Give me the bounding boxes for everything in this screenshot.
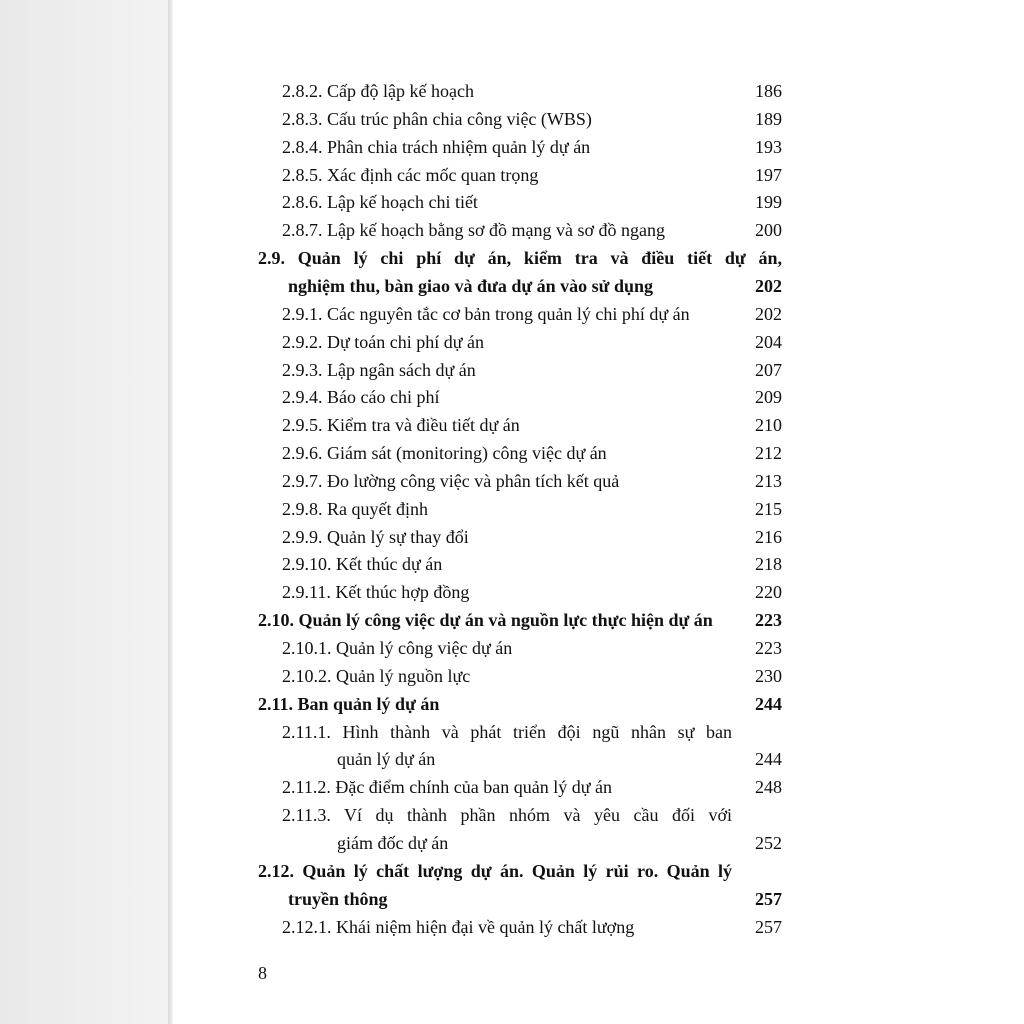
- toc-entry-page: 215: [755, 498, 782, 519]
- toc-entry-title: 2.11. Ban quản lý dự án: [258, 693, 440, 714]
- toc-entry-page: 223: [755, 638, 782, 658]
- toc-entry-title: truyền thông: [288, 888, 388, 909]
- toc-entry: [282, 634, 782, 662]
- page-number: 8: [258, 963, 267, 983]
- toc-entry: [288, 272, 782, 300]
- toc-entry-title: giám đốc dự án: [337, 832, 449, 853]
- toc-entry: [282, 550, 782, 578]
- toc-entry: [282, 383, 782, 411]
- toc-entry-title: 2.11.2. Đặc điểm chính của ban quản lý dự án: [282, 777, 612, 798]
- toc-entry-page: 257: [755, 916, 782, 937]
- toc-entry-title: 2.8.3. Cấu trúc phân chia công việc (WBS): [282, 108, 592, 129]
- toc-entry: [337, 745, 782, 773]
- toc-entry-page: 202: [755, 275, 782, 296]
- toc-entry: [337, 829, 782, 857]
- toc-entry-page: 186: [755, 81, 782, 101]
- toc-entry-page: 244: [755, 749, 782, 770]
- toc-entry: [258, 606, 782, 634]
- toc-entry-title: 2.9.6. Giám sát (monitoring) công việc dự án: [282, 443, 607, 464]
- toc-entry-page: 252: [755, 832, 782, 853]
- toc-entry-title: quản lý dự án: [337, 749, 436, 770]
- toc-entry-page: 244: [755, 693, 782, 714]
- toc-entry-title: 2.9.7. Đo lường công việc và phân tích kết quả: [282, 470, 620, 491]
- toc-entry-title: 2.8.4. Phân chia trách nhiệm quản lý dự án: [282, 136, 591, 157]
- toc-entry-title: 2.9.8. Ra quyết định: [282, 498, 428, 519]
- toc-entry-title: 2.8.7. Lập kế hoạch bằng sơ đồ mạng và sơ đồ ngang: [282, 220, 665, 241]
- toc-entry: [258, 690, 782, 718]
- toc-entry-title: 2.12.1. Khái niệm hiện đại về quản lý chất lượng: [282, 916, 635, 937]
- toc-entry-title: 2.11.1. Hình thành và phát triển đội ngũ nhân sự ban: [282, 721, 732, 742]
- toc-entry: [258, 857, 782, 885]
- toc-entry: [288, 885, 782, 913]
- toc-entry-title: 2.9.4. Báo cáo chi phí: [282, 387, 440, 408]
- toc-entry: [282, 411, 782, 439]
- toc-entry-title: 2.10. Quản lý công việc dự án và nguồn lực thực hiện dự án: [258, 610, 713, 631]
- toc-entry-title: 2.9.5. Kiểm tra và điều tiết dự án: [282, 415, 520, 436]
- toc-entry-page: 212: [755, 443, 782, 464]
- toc-entry-page: 209: [755, 387, 782, 408]
- toc-entry-title: 2.8.5. Xác định các mốc quan trọng: [282, 164, 539, 185]
- toc-entry-title: 2.10.2. Quản lý nguồn lực: [282, 665, 471, 686]
- toc-entry: [282, 300, 782, 328]
- toc-entry-page: 216: [755, 526, 782, 547]
- toc-entry: [282, 161, 782, 189]
- toc-entry-page: 230: [755, 665, 782, 686]
- toc-entry: [282, 216, 782, 244]
- toc-entry-page: 204: [755, 331, 782, 352]
- toc-entry-title: 2.12. Quản lý chất lượng dự án. Quản lý rủi ro. Quản lý: [258, 860, 732, 881]
- toc-entry: [282, 356, 782, 384]
- book-spine-shadow: [0, 0, 173, 1024]
- toc-entry-page: 207: [755, 359, 782, 380]
- toc-entry: [282, 913, 782, 941]
- toc-entry-page: 197: [755, 164, 782, 185]
- toc-entry: [282, 439, 782, 467]
- toc-entry-title: 2.9.9. Quản lý sự thay đổi: [282, 526, 469, 547]
- toc-entry-title: 2.9. Quản lý chi phí dự án, kiểm tra và điều tiết dự án,: [258, 248, 782, 269]
- toc-entry-title: 2.9.2. Dự toán chi phí dự án: [282, 331, 484, 352]
- toc-entry-page: 200: [755, 220, 782, 241]
- toc-entry: [282, 133, 782, 161]
- toc-entry-page: 189: [755, 108, 782, 129]
- toc-entry-title: 2.10.1. Quản lý công việc dự án: [282, 638, 513, 658]
- toc-entry: [282, 328, 782, 356]
- toc-entry: [282, 188, 782, 216]
- toc-entry: [282, 467, 782, 495]
- toc-entry-page: 213: [755, 470, 782, 491]
- toc-entry: [282, 773, 782, 801]
- toc-entry-page: 199: [755, 192, 782, 213]
- toc-entry-page: 257: [755, 888, 782, 909]
- toc-entry: [282, 801, 782, 829]
- toc-entry-page: 202: [755, 303, 782, 324]
- toc-entry: [282, 578, 782, 606]
- toc-entry: [282, 662, 782, 690]
- toc-entry-page: 248: [755, 777, 782, 798]
- toc-entry-title: 2.8.6. Lập kế hoạch chi tiết: [282, 192, 478, 213]
- toc-entry: [282, 523, 782, 551]
- toc-entry-title: 2.9.3. Lập ngân sách dự án: [282, 359, 476, 380]
- toc-entry-page: 210: [755, 415, 782, 436]
- toc-entry-title: 2.9.1. Các nguyên tắc cơ bản trong quản lý chi phí dự án: [282, 303, 690, 324]
- toc-entry: [282, 105, 782, 133]
- toc-entry-title: nghiệm thu, bàn giao và đưa dự án vào sử dụng: [288, 275, 654, 296]
- toc-entry-title: 2.9.10. Kết thúc dự án: [282, 554, 443, 575]
- toc-entry-page: 220: [755, 582, 782, 603]
- toc-entry-page: 193: [755, 136, 782, 157]
- toc-entry: [282, 77, 782, 105]
- toc-entry-page: 223: [755, 610, 782, 631]
- toc-entry-title: 2.8.2. Cấp độ lập kế hoạch: [282, 81, 474, 101]
- toc-entry: [282, 718, 782, 746]
- toc-entry-title: 2.9.11. Kết thúc hợp đồng: [282, 582, 470, 603]
- toc-entry-title: 2.11.3. Ví dụ thành phần nhóm và yêu cầu đối với: [282, 805, 732, 826]
- toc-entry: [258, 244, 782, 272]
- toc-entry: [282, 495, 782, 523]
- toc-entry-page: 218: [755, 554, 782, 575]
